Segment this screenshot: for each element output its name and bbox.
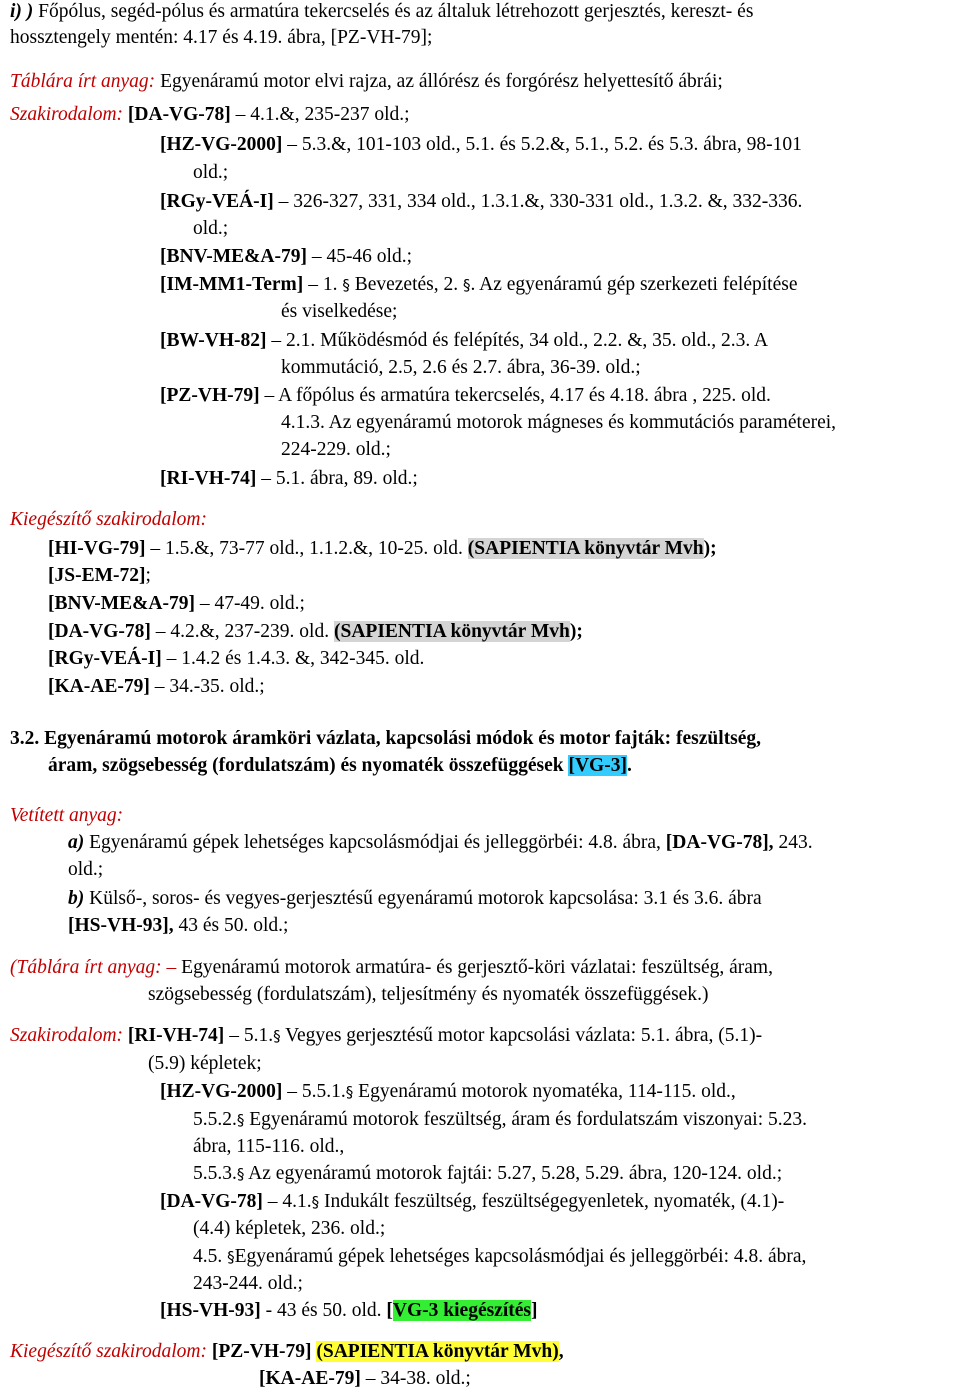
highlight-gray: (SAPIENTIA könyvtár Mvh bbox=[467, 538, 704, 559]
szak2-label: Szakirodalom: bbox=[10, 1025, 124, 1046]
szak2-line-6: 4.5. §Egyenáramú gépek lehetséges kapcsolásmódjai és jelleggörbéi: 4.8. ábra, bbox=[193, 1246, 807, 1267]
paragraph-icon: § bbox=[227, 1248, 235, 1266]
szak2-line-2: [HZ-VG-2000] – 5.5.1.§ Egyenáramú motorok nyomatéka, 114-115. old., bbox=[160, 1081, 736, 1102]
highlight-green: VG-3 kiegészítés bbox=[392, 1300, 531, 1321]
szak1-line-2-cont: old.; bbox=[193, 162, 229, 183]
kieg1-line-4: [DA-VG-78] – 4.2.&, 237-239. old. (SAPIENTIA könyvtár Mvh); bbox=[48, 621, 583, 642]
intro-line-1: i) ) Főpólus, segéd-pólus és armatúra tekercselés és az általuk létrehozott gerjesztés, kereszt- és bbox=[10, 1, 754, 22]
vetitett-b-cont: [HS-VH-93], 43 és 50. old.; bbox=[68, 915, 289, 936]
szak1-line-3: [RGy-VEÁ-I] – 326-327, 331, 334 old., 1.3.1.&, 330-331 old., 1.3.2. &, 332-336. bbox=[160, 191, 803, 212]
tabla2-line-2: szögsebesség (fordulatszám), teljesítmény és nyomaték összefüggések.) bbox=[148, 984, 709, 1005]
vetitett-heading: Vetített anyag: bbox=[10, 805, 124, 826]
szak1-line-6-cont: kommutáció, 2.5, 2.6 és 2.7. ábra, 36-39. old.; bbox=[281, 357, 641, 378]
szak1-line-1: Szakirodalom: [DA-VG-78] – 4.1.&, 235-237 old.; bbox=[10, 104, 410, 125]
section-heading-line-2: áram, szögsebesség (fordulatszám) és nyomaték összefüggések [VG-3]. bbox=[48, 755, 632, 776]
paragraph-icon: § bbox=[345, 1083, 354, 1101]
tabla-line: Táblára írt anyag: Egyenáramú motor elvi rajza, az állórész és forgórész helyettesítő ábrái; bbox=[10, 71, 723, 92]
szak1-line-4: [BNV-ME&A-79] – 45-46 old.; bbox=[160, 246, 413, 267]
szak1-line-5: [IM-MM1-Term] – 1. § Bevezetés, 2. §. Az egyenáramú gép szerkezeti felépítése bbox=[160, 274, 798, 295]
szak1-line-7-cont1: 4.1.3. Az egyenáramú motorok mágneses és kommutációs paraméterei, bbox=[281, 412, 837, 433]
kieg1-line-6: [KA-AE-79] – 34.-35. old.; bbox=[48, 676, 265, 697]
paragraph-icon: § bbox=[342, 276, 350, 294]
szak1-line-5-cont: és viselkedése; bbox=[281, 301, 398, 322]
szak1-line-2: [HZ-VG-2000] – 5.3.&, 101-103 old., 5.1. és 5.2.&, 5.1., 5.2. és 5.3. ábra, 98-101 bbox=[160, 134, 802, 155]
szak2-line-3-cont: ábra, 115-116. old., bbox=[193, 1136, 345, 1157]
paragraph-icon: § bbox=[236, 1111, 245, 1129]
kieg1-line-1: [HI-VG-79] – 1.5.&, 73-77 old., 1.1.2.&, 10-25. old. (SAPIENTIA könyvtár Mvh); bbox=[48, 538, 717, 559]
szak1-label: Szakirodalom: bbox=[10, 104, 124, 125]
szak1-line-7: [PZ-VH-79] – A főpólus és armatúra tekercselés, 4.17 és 4.18. ábra , 225. old. bbox=[160, 385, 771, 406]
paragraph-icon: § bbox=[311, 1193, 320, 1211]
vetitett-a: a) Egyenáramú gépek lehetséges kapcsolásmódjai és jelleggörbéi: 4.8. ábra, [DA-VG-78], 243. bbox=[68, 832, 813, 853]
szak2-line-3: 5.5.2.§ Egyenáramú motorok feszültség, áram és fordulatszám viszonyai: 5.23. bbox=[193, 1109, 807, 1130]
szak2-line-1-cont: (5.9) képletek; bbox=[148, 1053, 262, 1074]
section-heading-line-1: 3.2. Egyenáramú motorok áramköri vázlata, kapcsolási módok és motor fajták: feszültség, bbox=[10, 728, 762, 749]
szak2-line-4: 5.5.3.§ Az egyenáramú motorok fajtái: 5.27, 5.28, 5.29. ábra, 120-124. old.; bbox=[193, 1163, 783, 1184]
highlight-cyan: [VG-3] bbox=[568, 755, 627, 776]
szak2-line-6-cont: 243-244. old.; bbox=[193, 1273, 303, 1294]
szak1-line-8: [RI-VH-74] – 5.1. ábra, 89. old.; bbox=[160, 468, 418, 489]
szak1-line-6: [BW-VH-82] – 2.1. Működésmód és felépítés, 34 old., 2.2. &, 35. old., 2.3. A bbox=[160, 330, 769, 351]
szak1-line-7-cont2: 224-229. old.; bbox=[281, 439, 391, 460]
kieg1-heading: Kiegészítő szakirodalom: bbox=[10, 509, 207, 530]
kieg2-line-1: Kiegészítő szakirodalom: [PZ-VH-79] (SAPIENTIA könyvtár Mvh), bbox=[10, 1341, 564, 1362]
intro-line-2: hossztengely mentén: 4.17 és 4.19. ábra, [PZ-VH-79]; bbox=[10, 27, 433, 48]
tabla2-line-1: (Táblára írt anyag: – Egyenáramú motorok armatúra- és gerjesztő-köri vázlatai: feszültség, áram, bbox=[10, 957, 773, 978]
paragraph-icon: § bbox=[236, 1165, 245, 1183]
paragraph-icon: § bbox=[462, 276, 471, 294]
vetitett-a-cont: old.; bbox=[68, 859, 104, 880]
kieg2-line-2: [KA-AE-79] – 34-38. old.; bbox=[259, 1368, 471, 1389]
kieg1-line-3: [BNV-ME&A-79] – 47-49. old.; bbox=[48, 593, 305, 614]
item-marker: i) ) bbox=[10, 1, 39, 22]
tabla-label: Táblára írt anyag: bbox=[10, 71, 156, 92]
kieg1-line-2: [JS-EM-72]; bbox=[48, 565, 151, 586]
kieg2-label: Kiegészítő szakirodalom: bbox=[10, 1341, 207, 1362]
szak2-line-1: Szakirodalom: [RI-VH-74] – 5.1.§ Vegyes gerjesztésű motor kapcsolási vázlata: 5.1. ábra, (5.1)- bbox=[10, 1025, 763, 1046]
paragraph-icon: § bbox=[273, 1027, 281, 1045]
szak1-line-3-cont: old.; bbox=[193, 218, 229, 239]
vetitett-b: b) Külső-, soros- és vegyes-gerjesztésű egyenáramú motorok kapcsolása: 3.1 és 3.6. ábra bbox=[68, 888, 762, 909]
highlight-yellow: (SAPIENTIA könyvtár Mvh) bbox=[316, 1341, 559, 1362]
szak2-line-5: [DA-VG-78] – 4.1.§ Indukált feszültség, feszültségegyenletek, nyomaték, (4.1)- bbox=[160, 1191, 785, 1212]
highlight-gray: (SAPIENTIA könyvtár Mvh bbox=[333, 621, 570, 642]
szak2-line-7: [HS-VH-93] - 43 és 50. old. [VG-3 kiegészítés] bbox=[160, 1300, 538, 1321]
kieg1-line-5: [RGy-VEÁ-I] – 1.4.2 és 1.4.3. &, 342-345. old. bbox=[48, 648, 425, 669]
szak2-line-5-cont: (4.4) képletek, 236. old.; bbox=[193, 1218, 386, 1239]
